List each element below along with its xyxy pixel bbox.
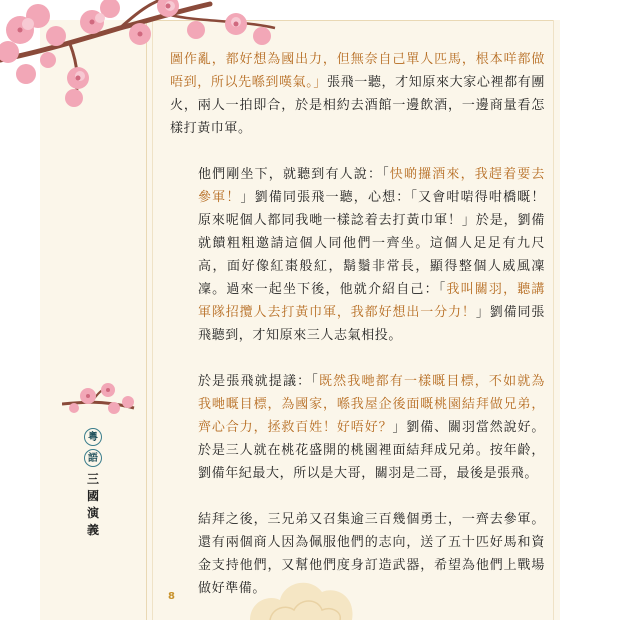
card-border-right	[553, 20, 554, 620]
title-circle-char-1: 粵	[84, 428, 102, 446]
narration-text: 」劉備、關羽當然說好。於是三人就在桃花盛開的桃園裡面結拜成兄弟。按年齡，劉備年紀最大，所以是大哥，關羽是二哥，最後是張飛。	[198, 420, 545, 481]
title-char-3: 演	[86, 506, 99, 520]
title-circle-char-2: 語	[84, 449, 102, 467]
narration-text: 張飛一聽，才知原來大家心裡都有團火，兩人一拍即合，於是相約去酒館一邊飲酒，一邊商量看怎樣打黃巾軍。	[170, 75, 545, 136]
dialogue-text: 快啲攞酒來，我趕着要去參軍！	[198, 167, 545, 205]
cherry-blossom-branch-middle	[62, 382, 142, 422]
paragraph-3	[170, 370, 545, 485]
narration-text: 於是張飛就提議：「	[198, 374, 319, 389]
narration-text: 他們剛坐下，就聽到有人說：「	[198, 167, 390, 182]
card-border-left-outer	[146, 20, 147, 620]
title-char-1: 三	[86, 472, 99, 486]
paragraph-4	[170, 508, 545, 600]
dialogue-text: 我叫關羽，聽講軍隊招攬人去打黃巾軍，我都好想出一分力！	[198, 282, 545, 320]
dialogue-text: 圖作亂，都好想為國出力，但無奈自己單人匹馬，根本咩都做唔到，所以先喺到嘆氣。」	[170, 52, 545, 90]
paragraph-2	[170, 163, 545, 347]
narration-text: 」劉備同張飛一聽，心想：「又會咁啱得咁橋嘅！原來呢個人都同我哋一樣諗着去打黃巾軍！」於是，劉備就饋粗粗邀請這個人同他們一齊坐。這個人足足有九尺高，面好像紅棗般紅，鬍鬚非常長，顯得整個人威風凜凜。過來一起坐下後，他就介紹自己：「	[198, 190, 545, 297]
title-char-4: 義	[86, 523, 99, 537]
dialogue-text: 既然我哋都有一樣嘅目標，不如就為我哋嘅目標，為國家，喺我屋企後面嘅桃園結拜做兄弟，齊心合力，拯救百姓！好唔好？	[198, 374, 545, 435]
card-border-left-inner	[152, 20, 153, 620]
page-number: 8	[168, 591, 175, 602]
title-char-2: 國	[86, 489, 99, 503]
narration-text: 」劉備同張飛聽到，才知原來三人志氣相投。	[198, 305, 545, 343]
story-body	[170, 48, 545, 620]
book-side-title	[82, 428, 104, 538]
narration-text: 結拜之後，三兄弟又召集逾三百幾個勇士，一齊去參軍。還有兩個商人因為佩服他們的志向，送了五十匹好馬和資金支持他們，又幫他們度身訂造武器，希望為他們上戰場做好準備。	[198, 512, 545, 596]
paragraph-1	[170, 48, 545, 140]
